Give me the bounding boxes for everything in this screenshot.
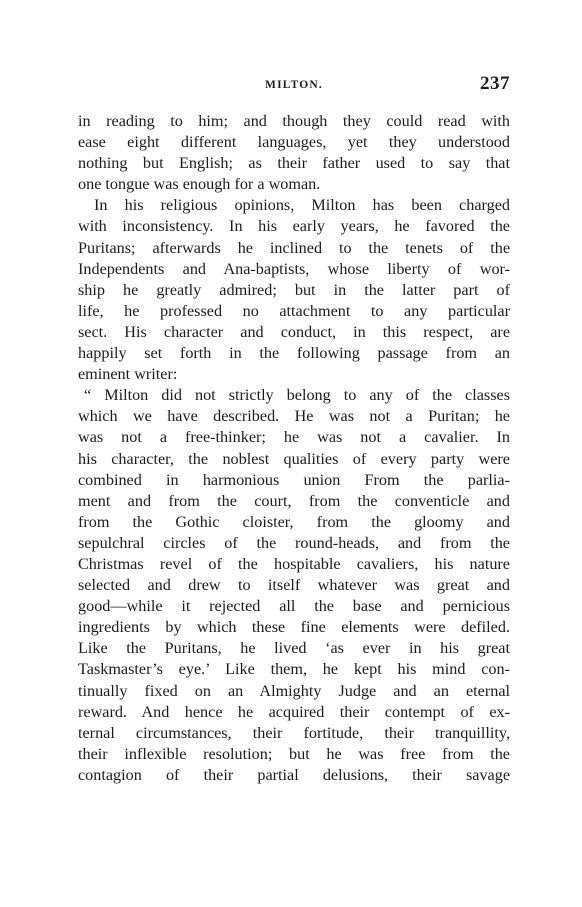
text-line: good—while it rejected all the base and pernicious — [78, 597, 510, 616]
page-number: 237 — [480, 73, 510, 94]
text-line: was not a free-thinker; he was not a cavalier. In — [78, 428, 510, 447]
text-line: sepulchral circles of the round-heads, and from the — [78, 533, 510, 552]
text-line: In his religious opinions, Milton has been charged — [94, 196, 510, 215]
text-line: sect. His character and conduct, in this respect, are — [78, 322, 510, 341]
text-line: combined in harmonious union From the parlia- — [78, 470, 510, 489]
text-line: from the Gothic cloister, from the gloomy and — [78, 512, 510, 531]
text-line: nothing but English; as their father used to say that — [78, 154, 510, 173]
running-head — [78, 73, 510, 99]
text-line: Taskmaster’s eye.’ Like them, he kept his mind con- — [78, 660, 510, 679]
text-line: contagion of their partial delusions, their savage — [78, 765, 510, 784]
text-line: “ Milton did not strictly belong to any of the classes — [84, 386, 510, 405]
text-line: Christmas revel of the hospitable cavaliers, his nature — [78, 554, 510, 573]
body-text — [78, 111, 510, 786]
text-line: ternal circumstances, their fortitude, their tranquillity, — [78, 723, 510, 742]
text-line: eminent writer: — [78, 365, 178, 384]
text-line: his character, the noblest qualities of every party were — [78, 449, 510, 468]
text-line: one tongue was enough for a woman. — [78, 175, 321, 194]
text-line: reward. And hence he acquired their contempt of ex- — [78, 702, 510, 721]
text-line: ease eight different languages, yet they understood — [78, 133, 510, 152]
text-line: life, he professed no attachment to any particular — [78, 301, 510, 320]
text-line: in reading to him; and though they could read with — [78, 112, 510, 130]
text-line: happily set forth in the following passage from an — [78, 344, 510, 363]
text-line: Puritans; afterwards he inclined to the tenets of the — [78, 238, 510, 257]
text-line: ingredients by which these fine elements were defiled. — [78, 618, 510, 637]
text-line: tinually fixed on an Almighty Judge and an eternal — [78, 681, 510, 700]
text-line: selected and drew to itself whatever was great and — [78, 576, 510, 595]
text-line: with inconsistency. In his early years, he favored the — [78, 217, 510, 236]
text-line: Independents and Ana-baptists, whose liberty of wor- — [78, 259, 510, 278]
text-line: ment and from the court, from the conventicle and — [78, 491, 510, 510]
running-title: MILTON. — [265, 79, 323, 91]
text-line: their inflexible resolution; but he was free from the — [78, 744, 510, 763]
text-line: ship he greatly admired; but in the latter part of — [78, 280, 510, 299]
text-line: which we have described. He was not a Puritan; he — [78, 407, 510, 426]
text-line: Like the Puritans, he lived ‘as ever in his great — [78, 639, 510, 658]
